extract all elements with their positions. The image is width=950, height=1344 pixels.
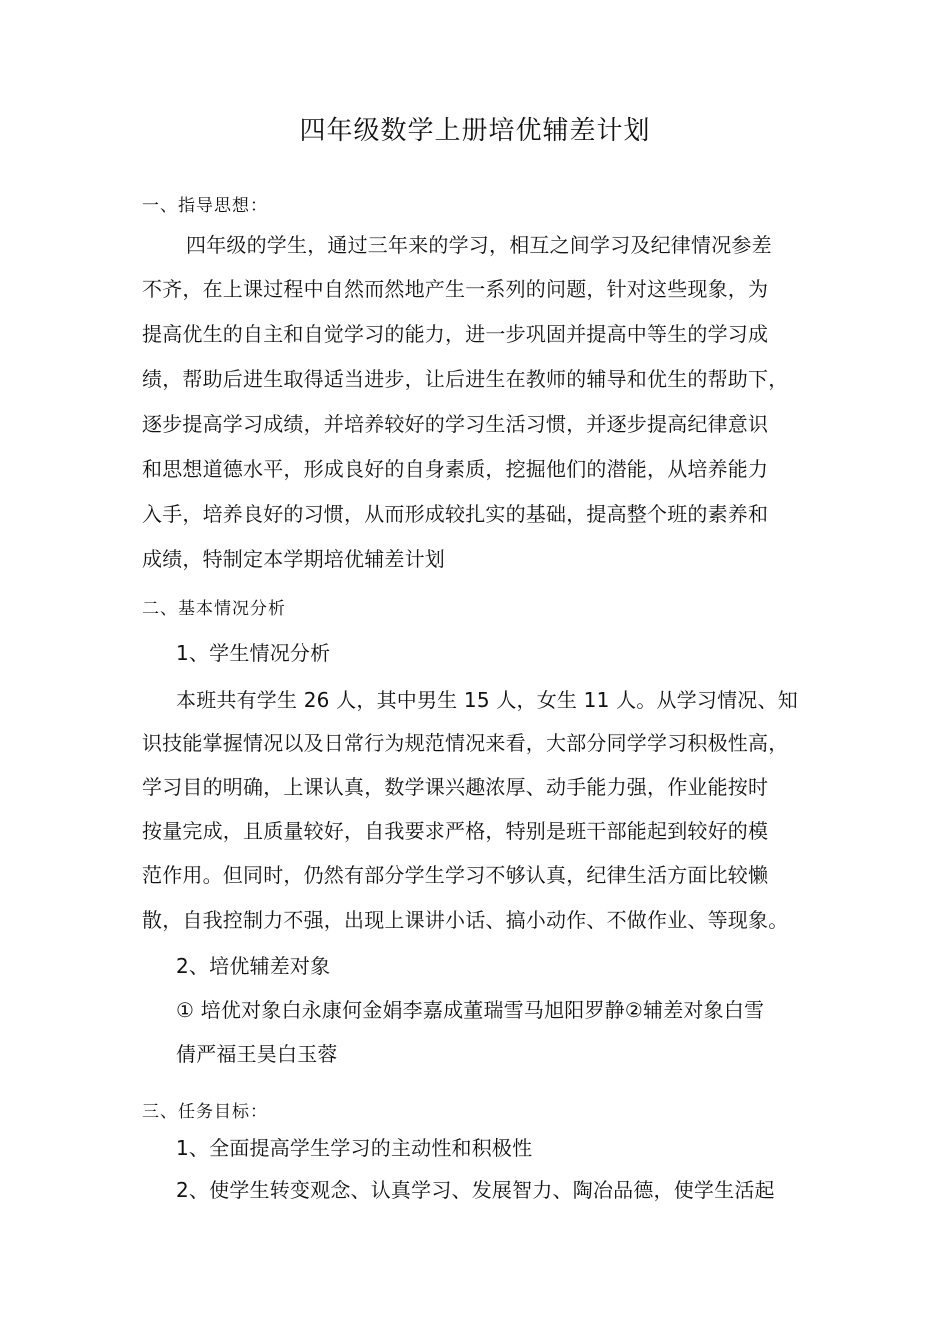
paragraph-line: 和思想道德水平，形成良好的自身素质，挖掘他们的潜能，从培养能力 — [142, 457, 769, 481]
paragraph-line: 提高优生的自主和自觉学习的能力，进一步巩固并提高中等生的学习成 — [142, 322, 769, 346]
paragraph-line: 成绩，特制定本学期培优辅差计划 — [142, 547, 445, 571]
paragraph-line: 四年级的学生，通过三年来的学习，相互之间学习及纪律情况参差 — [186, 233, 772, 257]
subheading-target-students: 2、培优辅差对象 — [176, 954, 331, 978]
list-item: 2、使学生转变观念、认真学习、发展智力、陶冶品德，使学生活起 — [176, 1178, 775, 1202]
paragraph-line: 范作用。但同时，仍然有部分学生学习不够认真，纪律生活方面比较懒 — [142, 863, 769, 887]
paragraph-line: 入手，培养良好的习惯，从而形成较扎实的基础，提高整个班的素养和 — [142, 502, 769, 526]
paragraph-line: 逐步提高学习成绩，并培养较好的学习生活习惯，并逐步提高纪律意识 — [142, 412, 769, 436]
paragraph-line: 绩，帮助后进生取得适当进步，让后进生在教师的辅导和优生的帮助下， — [142, 367, 789, 391]
paragraph-line: 不齐，在上课过程中自然而然地产生一系列的问题，针对这些现象，为 — [142, 277, 769, 301]
paragraph-line: 倩严福王昊白玉蓉 — [176, 1042, 338, 1066]
paragraph-line: 本班共有学生 26 人，其中男生 15 人，女生 11 人。从学习情况、知 — [176, 688, 798, 712]
paragraph-line: ① 培优对象白永康何金娟李嘉成董瑞雪马旭阳罗静②辅差对象白雪 — [176, 998, 765, 1022]
paragraph-line: 按量完成，且质量较好，自我要求严格，特别是班干部能起到较好的模 — [142, 819, 769, 843]
paragraph-line: 识技能掌握情况以及日常行为规范情况来看，大部分同学学习积极性高， — [142, 731, 789, 755]
section-heading-task-goals: 三、任务目标： — [142, 1102, 268, 1122]
paragraph-line: 学习目的明确，上课认真，数学课兴趣浓厚、动手能力强，作业能按时 — [142, 775, 769, 799]
subheading-student-analysis: 1、学生情况分析 — [176, 641, 331, 665]
section-heading-basic-analysis: 二、基本情况分析 — [142, 599, 286, 619]
list-item: 1、全面提高学生学习的主动性和积极性 — [176, 1136, 533, 1160]
paragraph-line: 散，自我控制力不强，出现上课讲小话、搞小动作、不做作业、等现象。 — [142, 908, 789, 932]
document-title: 四年级数学上册培优辅差计划 — [299, 116, 651, 146]
section-heading-guiding-thought: 一、指导思想： — [142, 196, 268, 216]
